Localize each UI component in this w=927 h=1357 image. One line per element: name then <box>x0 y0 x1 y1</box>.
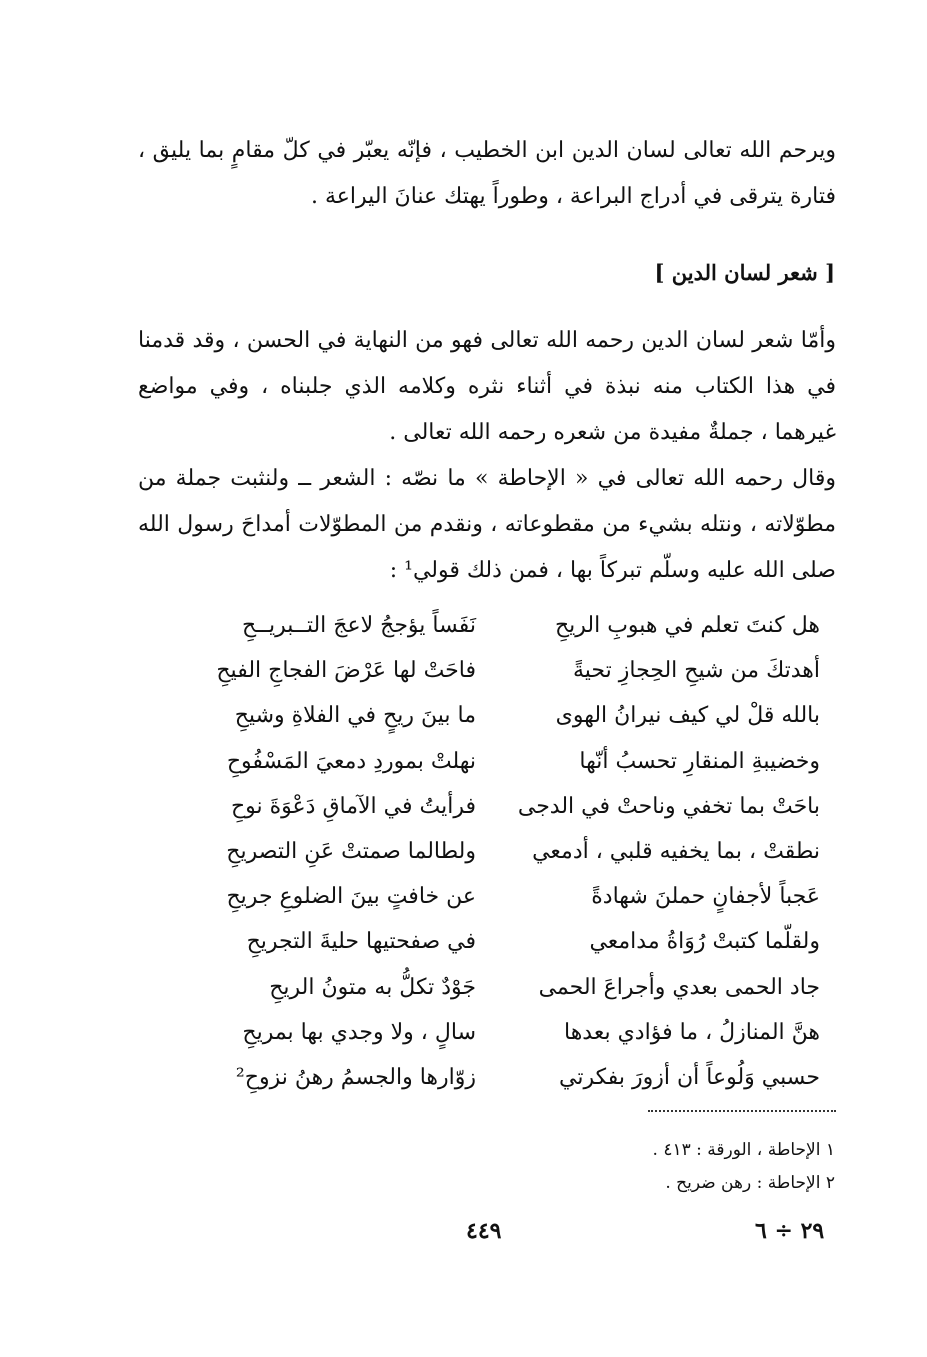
second-hemistich: فرأيتُ في الآماقِ دَعْوَةَ نوحِ <box>230 793 476 819</box>
verse-line <box>160 1010 820 1055</box>
first-hemistich: ولقلّما كتبتْ رُوَاةُ مدامعي <box>589 929 820 955</box>
verse-line <box>160 648 820 693</box>
verse-line <box>160 784 820 829</box>
first-hemistich: بالله قلْ لي كيف نيرانُ الهوى <box>555 703 820 729</box>
verse-line <box>160 603 820 648</box>
first-hemistich: نطقتْ ، بما يخفيه قلبي ، أدمعي <box>532 839 820 865</box>
first-hemistich: وخضيبةِ المنقارِ تحسبُ أنّها <box>579 748 820 774</box>
second-hemistich: ولطالما صمتتْ عَنِ التصريحِ <box>226 839 476 865</box>
poem <box>160 603 820 1100</box>
verse-line <box>160 693 820 738</box>
footnote-1: ١ الإحاطة ، الورقة : ٤١٣ . <box>652 1140 835 1160</box>
verse-line <box>160 919 820 964</box>
verse-line <box>160 1055 820 1100</box>
first-hemistich: عَجباً لأجفانٍ حملنَ شهادةً <box>591 884 820 910</box>
second-hemistich: جَوْدٌ تكلُّ به متونُ الريحِ <box>269 974 476 1000</box>
second-hemistich: نَفَساً يؤججُ لاعجَ التــبريــحِ <box>241 613 476 639</box>
second-hemistich: عن خافتٍ بينَ الضلوعِ جريحِ <box>226 884 476 910</box>
section-heading: [ شعر لسان الدين ] <box>654 260 835 285</box>
verse-line <box>160 965 820 1010</box>
first-hemistich: هل كنتَ تعلم في هبوبِ الريحِ <box>554 613 820 639</box>
verse-line <box>160 874 820 919</box>
paragraph-2: وقال رحمه الله تعالى في « الإحاطة » ما نصّه : الشعر ــ ولنثبت جملة من مطوّلاته ، ونتله بشيء من مقطوعاته ، ونقدم من المطوّلات أمداحَ رسول الله صلى الله عليه وسلّم تبركاً بها ، فمن ذلك قولي¹ : <box>138 466 836 583</box>
intro-paragraph: ويرحم الله تعالى لسان الدين ابن الخطيب ، فإنّه يعبّر في كلّ مقامٍ بما يليق ، فتارة يترقى في أدراج البراعة ، وطوراً يهتك عنانَ اليراعة . <box>138 138 836 209</box>
page-number: ٤٤٩ <box>466 1218 502 1244</box>
second-hemistich: زوّارها والجسمُ رهنُ نزوحِ² <box>235 1064 476 1090</box>
second-hemistich: سالٍ ، ولا وجدي بها بمريحِ <box>242 1019 476 1045</box>
first-hemistich: هنَّ المنازلُ ، ما فؤادي بعدها <box>564 1019 820 1045</box>
second-hemistich: في صفحتيها حليةَ التجريحِ <box>246 929 476 955</box>
second-hemistich: ما بينَ ريحٍ في الفلاةِ وشيحِ <box>234 703 476 729</box>
first-hemistich: حسبي وَلُوعاً أن أزورَ بفكرتي <box>559 1064 820 1090</box>
second-hemistich: فاحَتْ لها عَرْضَ الفجاجِ الفيحِ <box>216 658 476 684</box>
signature-mark: ٢٩ ÷ ٦ <box>755 1218 825 1244</box>
verse-line <box>160 739 820 784</box>
footnote-divider <box>648 1110 836 1112</box>
paragraph-1: وأمّا شعر لسان الدين رحمه الله تعالى فهو من النهاية في الحسن ، وقد قدمنا في هذا الكتاب منه نبذة في أثناء نثره وكلامه الذي جلبناه ، وفي مواضع غيرهما ، جملةٌ مفيدة من شعره رحمه الله تعالى . <box>138 328 836 445</box>
footnotes <box>653 1134 835 1200</box>
first-hemistich: باحَتْ بما تخفي وناحتْ في الدجى <box>517 793 820 819</box>
first-hemistich: جاد الحمى بعدي وأجراعَ الحمى <box>538 974 820 1000</box>
verse-line <box>160 829 820 874</box>
footnote-2: ٢ الإحاطة : رهن ضريح . <box>665 1173 835 1193</box>
second-hemistich: نهلتْ بموردِ دمعيَ المَسْفُوحِ <box>226 748 476 774</box>
first-hemistich: أهدتكَ من شيحِ الحِجازِ تحيةً <box>572 658 820 684</box>
